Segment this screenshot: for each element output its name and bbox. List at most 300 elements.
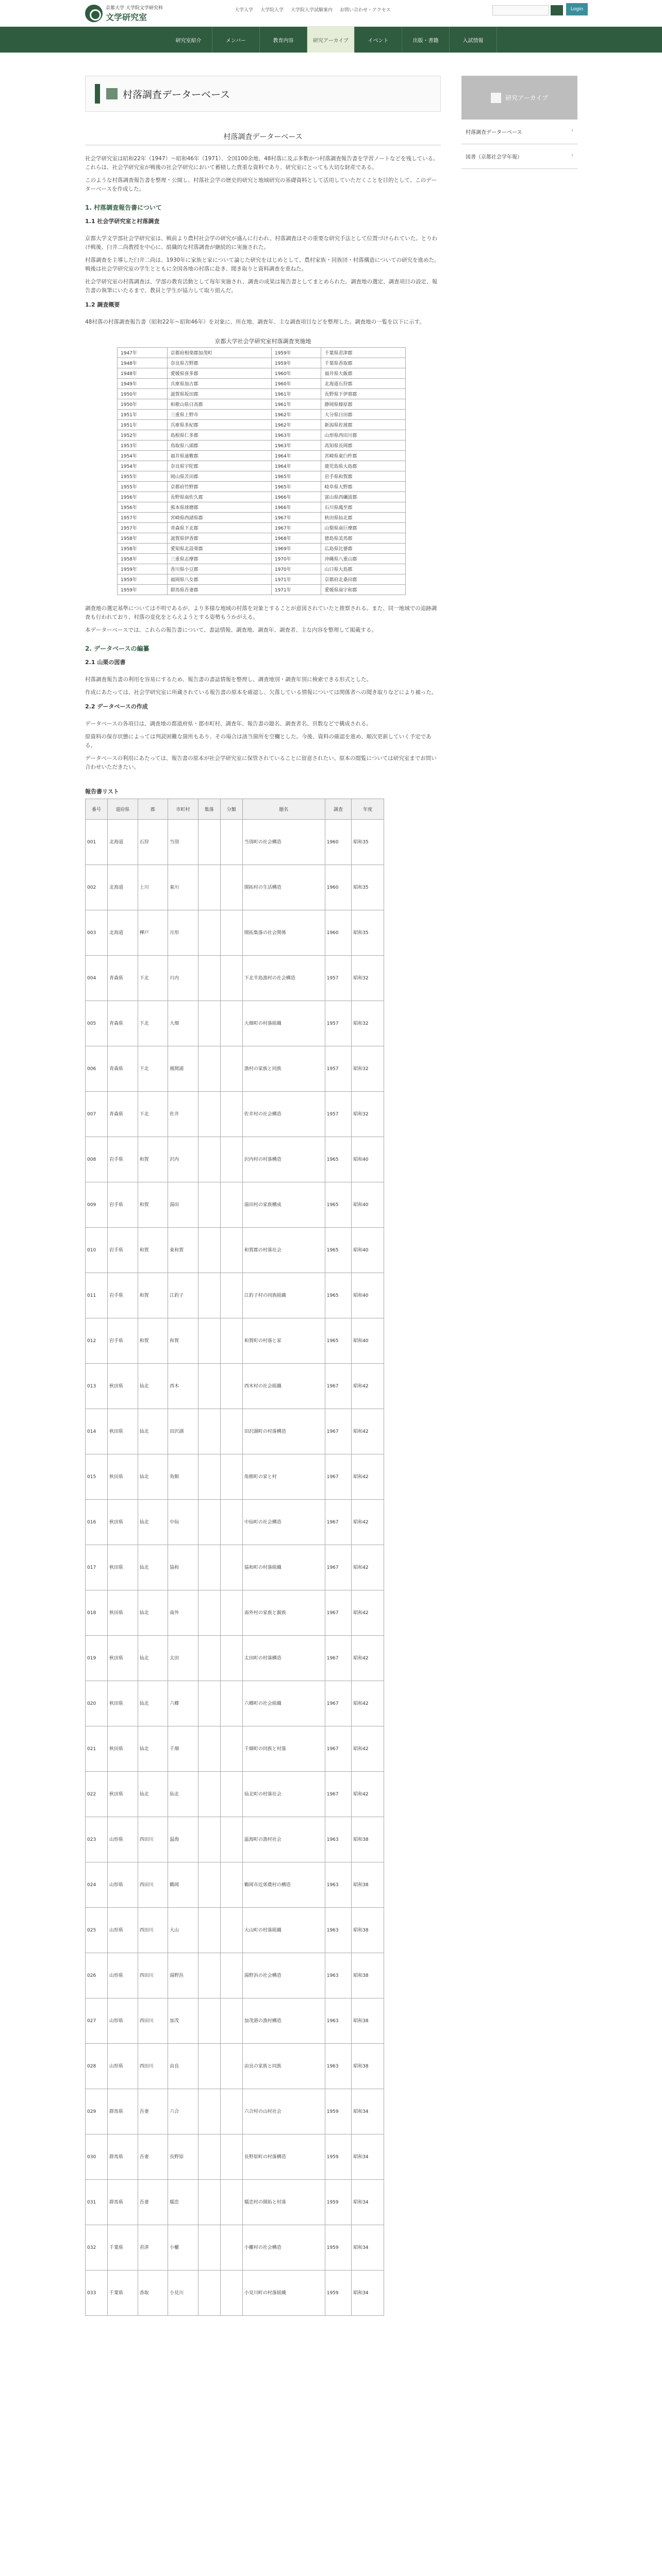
- records-cell: 岩手県: [108, 1182, 138, 1228]
- records-cell: 1957: [325, 956, 351, 1001]
- survey-cell: 1959年: [271, 348, 321, 358]
- records-cell: [220, 956, 242, 1001]
- survey-cell: 福井県大飯郡: [321, 368, 406, 379]
- sidebar-item[interactable]: [461, 120, 577, 144]
- records-cell: [198, 2180, 220, 2225]
- survey-cell: 1959年: [118, 585, 168, 595]
- records-cell: 昭和32: [352, 1046, 384, 1092]
- records-cell: 033: [86, 2270, 108, 2316]
- survey-row: [118, 492, 406, 502]
- records-cell: 太田町の村落構造: [242, 1636, 325, 1681]
- records-cell: 山形県: [108, 1998, 138, 2044]
- records-cell: 秋田県: [108, 1454, 138, 1500]
- records-cell: 1963: [325, 2044, 351, 2089]
- records-cell: [220, 1318, 242, 1364]
- records-cell: [220, 1500, 242, 1545]
- top-link[interactable]: 大学院入学: [260, 8, 284, 13]
- records-cell: 月形: [168, 910, 198, 956]
- survey-cell: 和歌山県日高郡: [167, 399, 271, 410]
- records-cell: 1965: [325, 1318, 351, 1364]
- archive-icon: [491, 93, 501, 103]
- records-cell: 吾妻: [138, 2089, 168, 2134]
- sidebar-item-label: 図書（京都社会学年報）: [466, 155, 522, 160]
- records-cell: 昭和34: [352, 2134, 384, 2180]
- survey-row: [118, 379, 406, 389]
- records-cell: 角館町の家と村: [242, 1454, 325, 1500]
- records-cell: [220, 865, 242, 910]
- survey-cell: 福井県遠敷郡: [167, 451, 271, 461]
- records-cell: 秋田県: [108, 1545, 138, 1590]
- records-cell: 仙北: [138, 1772, 168, 1817]
- records-cell: 田沢湖町の村落構造: [242, 1409, 325, 1454]
- records-header-cell: 道府県: [108, 799, 138, 820]
- records-cell: 下北: [138, 956, 168, 1001]
- section-subtitle: 村落調査データーベース: [85, 131, 441, 145]
- records-cell: 005: [86, 1001, 108, 1046]
- records-cell: 1967: [325, 1454, 351, 1500]
- survey-row: [118, 358, 406, 368]
- records-cell: [198, 820, 220, 865]
- records-cell: 1959: [325, 2089, 351, 2134]
- records-cell: [198, 1454, 220, 1500]
- logo-title: 文学研究室: [106, 12, 147, 22]
- records-cell: 1967: [325, 1590, 351, 1636]
- table-row: [86, 2270, 384, 2316]
- records-cell: 028: [86, 2044, 108, 2089]
- records-cell: 嬬恋: [168, 2180, 198, 2225]
- records-cell: 沢内: [168, 1137, 198, 1182]
- records-cell: 鶴岡市近郊農村の構造: [242, 1862, 325, 1908]
- records-cell: 千葉県: [108, 2270, 138, 2316]
- records-cell: 湯田: [168, 1182, 198, 1228]
- site-logo[interactable]: [85, 4, 178, 23]
- top-link[interactable]: 大学院入学試験案内: [291, 8, 333, 13]
- records-table: [85, 799, 384, 2316]
- records-cell: 仙北: [138, 1681, 168, 1726]
- table-row: [86, 820, 384, 865]
- records-cell: 嬬恋村の開拓と村落: [242, 2180, 325, 2225]
- survey-cell: 愛媛県南宇和郡: [321, 585, 406, 595]
- records-cell: 1957: [325, 1001, 351, 1046]
- sidebar-heading-label: 研究アーカイブ: [505, 94, 548, 101]
- records-cell: [198, 1726, 220, 1772]
- body-paragraph: 村落調査報告書の利用を容易にするため、報告書の書誌情報を整理し、調査地別・調査年別に検索できる形式とした。: [85, 676, 372, 683]
- table-row: [86, 1908, 384, 1953]
- survey-cell: 1965年: [271, 482, 321, 492]
- records-cell: [198, 910, 220, 956]
- nav-item[interactable]: 入試情報: [450, 27, 497, 53]
- logo-subtitle: 京都大学 大学院文学研究科: [106, 6, 163, 11]
- survey-cell: 愛媛県喜多郡: [167, 368, 271, 379]
- survey-row: [118, 482, 406, 492]
- survey-row: [118, 585, 406, 595]
- survey-cell: 1968年: [271, 533, 321, 544]
- records-cell: 昭和40: [352, 1273, 384, 1318]
- survey-cell: 宮崎県西諸県郡: [167, 513, 271, 523]
- records-cell: 山形県: [108, 1953, 138, 1998]
- records-cell: 仙北: [138, 1636, 168, 1681]
- records-cell: [198, 1318, 220, 1364]
- subsection-heading: 2.1 山栗の図書: [85, 659, 126, 666]
- records-cell: [198, 1953, 220, 1998]
- records-cell: 下北: [138, 1092, 168, 1137]
- survey-cell: 滋賀県伊香郡: [167, 533, 271, 544]
- survey-cell: 長野県下伊那郡: [321, 389, 406, 399]
- intro-section: [85, 155, 441, 194]
- records-cell: 中仙町の社会構造: [242, 1500, 325, 1545]
- survey-cell: 広島県比婆郡: [321, 544, 406, 554]
- records-cell: 千葉県: [108, 2225, 138, 2270]
- records-cell: [220, 1953, 242, 1998]
- records-cell: 1960: [325, 820, 351, 865]
- records-cell: 沢内村の村落構造: [242, 1137, 325, 1182]
- records-cell: [220, 1046, 242, 1092]
- search-button[interactable]: [551, 5, 563, 15]
- records-cell: 秋田県: [108, 1364, 138, 1409]
- records-cell: [198, 1681, 220, 1726]
- login-button[interactable]: Login: [566, 3, 588, 15]
- records-cell: 022: [86, 1772, 108, 1817]
- records-cell: 君津: [138, 2225, 168, 2270]
- records-cell: 昭和38: [352, 1862, 384, 1908]
- records-header-cell: 調査: [325, 799, 351, 820]
- global-nav: [0, 27, 662, 53]
- survey-cell: 千葉県君津郡: [321, 348, 406, 358]
- records-cell: [198, 1273, 220, 1318]
- nav-item[interactable]: イベント: [355, 27, 402, 53]
- survey-cell: 1956年: [118, 502, 168, 513]
- records-cell: 中仙: [168, 1500, 198, 1545]
- survey-cell: 奈良県吉野郡: [167, 358, 271, 368]
- records-cell: 長野原: [168, 2134, 198, 2180]
- records-cell: 昭和42: [352, 1545, 384, 1590]
- records-cell: 和賀: [138, 1228, 168, 1273]
- table-row: [86, 1092, 384, 1137]
- records-cell: [198, 2089, 220, 2134]
- survey-cell: 1953年: [118, 440, 168, 451]
- records-cell: 和賀: [138, 1318, 168, 1364]
- records-cell: 青森県: [108, 1001, 138, 1046]
- records-cell: [220, 1998, 242, 2044]
- survey-cell: 三重県上野市: [167, 410, 271, 420]
- survey-cell: 1969年: [271, 544, 321, 554]
- records-cell: 下北半島漁村の社会構造: [242, 956, 325, 1001]
- survey-cell: 1963年: [271, 440, 321, 451]
- records-cell: 石狩: [138, 820, 168, 865]
- records-cell: 昭和35: [352, 910, 384, 956]
- body-paragraph: 京都大学文学部社会学研究室は、戦前より農村社会学の研究が盛んに行われ、村落調査はその重要な研究手法として位置づけられていた。とりわけ戦後、臼井二尚教授を中心に、組織的な村落調査が継続的に実施された。: [85, 235, 438, 250]
- records-cell: 昭和40: [352, 1182, 384, 1228]
- records-cell: [198, 1817, 220, 1862]
- records-cell: 湯野浜: [168, 1953, 198, 1998]
- records-cell: 秋田県: [108, 1409, 138, 1454]
- survey-cell: 香川県小豆郡: [167, 564, 271, 574]
- survey-cell: 石川県鳳至郡: [321, 502, 406, 513]
- records-cell: [220, 1182, 242, 1228]
- survey-cell: 長野県南佐久郡: [167, 492, 271, 502]
- table-row: [86, 2225, 384, 2270]
- records-cell: 江釣子: [168, 1273, 198, 1318]
- records-cell: 温海: [168, 1817, 198, 1862]
- records-cell: 大山町の村落組織: [242, 1908, 325, 1953]
- records-cell: 019: [86, 1636, 108, 1681]
- records-cell: 協和町の村落組織: [242, 1545, 325, 1590]
- records-cell: 西田川: [138, 1998, 168, 2044]
- table-row: [86, 2044, 384, 2089]
- survey-row: [118, 564, 406, 574]
- records-cell: 山形県: [108, 1862, 138, 1908]
- survey-row: [118, 544, 406, 554]
- archive-icon: [106, 88, 118, 99]
- table-row: [86, 1817, 384, 1862]
- nav-item-active[interactable]: 研究アーカイブ: [307, 27, 355, 53]
- records-cell: 秋田県: [108, 1590, 138, 1636]
- records-cell: [198, 1862, 220, 1908]
- records-cell: 岩手県: [108, 1228, 138, 1273]
- nav-item[interactable]: 教育内容: [260, 27, 307, 53]
- records-cell: [220, 1590, 242, 1636]
- records-cell: 1963: [325, 1908, 351, 1953]
- records-header-cell: 題名: [242, 799, 325, 820]
- subsection-heading: 2.2 データベースの作成: [85, 703, 148, 710]
- top-link[interactable]: お問い合わせ・アクセス: [340, 8, 391, 13]
- records-cell: [198, 1545, 220, 1590]
- records-cell: 1967: [325, 1636, 351, 1681]
- records-cell: 仙北町の村落社会: [242, 1772, 325, 1817]
- records-cell: 西田川: [138, 1908, 168, 1953]
- records-cell: 昭和34: [352, 2225, 384, 2270]
- records-cell: [220, 910, 242, 956]
- survey-cell: 1960年: [271, 379, 321, 389]
- subsection-heading: 1.1 社会学研究室と村落調査: [85, 218, 160, 225]
- search-input[interactable]: [492, 5, 549, 15]
- survey-cell: 1964年: [271, 461, 321, 471]
- survey-row: [118, 523, 406, 533]
- records-cell: 昭和38: [352, 2044, 384, 2089]
- body-paragraph: 原資料の保存状態によっては判読困難な箇所もあり、その場合は該当箇所を空欄とした。今後、資料の確認を進め、順次更新していく予定である。: [85, 734, 432, 749]
- survey-row: [118, 410, 406, 420]
- records-cell: 上川: [138, 865, 168, 910]
- survey-cell: 1961年: [271, 399, 321, 410]
- records-cell: 1959: [325, 2225, 351, 2270]
- intro-paragraph: このような村落調査報告書を整理・公開し、村落社会学の歴史的研究と地域研究の基礎資料として活用していただくことを目的として、このデーターベースを作成した。: [85, 177, 437, 192]
- records-cell: [220, 1772, 242, 1817]
- survey-cell: 1948年: [118, 368, 168, 379]
- records-cell: 024: [86, 1862, 108, 1908]
- records-cell: 011: [86, 1273, 108, 1318]
- records-cell: 029: [86, 2089, 108, 2134]
- records-cell: [220, 1817, 242, 1862]
- records-cell: 1959: [325, 2270, 351, 2316]
- records-cell: 昭和38: [352, 1953, 384, 1998]
- records-cell: 030: [86, 2134, 108, 2180]
- survey-cell: 兵庫県多紀郡: [167, 420, 271, 430]
- section-heading: 2. データベースの編纂: [85, 645, 150, 652]
- records-cell: 仙北: [138, 1364, 168, 1409]
- records-cell: 昭和35: [352, 865, 384, 910]
- records-cell: 昭和42: [352, 1590, 384, 1636]
- section-heading: 1. 村落調査報告書について: [85, 204, 162, 211]
- records-cell: 南外: [168, 1590, 198, 1636]
- records-cell: 由良: [168, 2044, 198, 2089]
- survey-cell: 1962年: [271, 410, 321, 420]
- records-cell: 山形県: [108, 2044, 138, 2089]
- records-cell: [220, 2089, 242, 2134]
- survey-row: [118, 502, 406, 513]
- records-cell: 1963: [325, 1953, 351, 1998]
- records-cell: [220, 1001, 242, 1046]
- records-cell: 加茂: [168, 1998, 198, 2044]
- records-cell: 昭和42: [352, 1454, 384, 1500]
- records-cell: 小櫃村の社会構造: [242, 2225, 325, 2270]
- records-cell: 023: [86, 1817, 108, 1862]
- records-cell: 西木村の社会組織: [242, 1364, 325, 1409]
- survey-cell: 鹿児島県大島郡: [321, 461, 406, 471]
- records-cell: 昭和38: [352, 1908, 384, 1953]
- records-cell: 007: [86, 1092, 108, 1137]
- survey-row: [118, 451, 406, 461]
- records-cell: 千畑: [168, 1726, 198, 1772]
- records-cell: [220, 1681, 242, 1726]
- survey-cell: 静岡県榛原郡: [321, 399, 406, 410]
- title-accent-bar: [95, 84, 100, 104]
- survey-cell: 1955年: [118, 471, 168, 482]
- nav-item[interactable]: 研究室紹介: [165, 27, 212, 53]
- records-cell: 岩手県: [108, 1273, 138, 1318]
- nav-item[interactable]: メンバー: [212, 27, 260, 53]
- records-cell: 020: [86, 1681, 108, 1726]
- table-row: [86, 1273, 384, 1318]
- survey-cell: 北海道石狩郡: [321, 379, 406, 389]
- survey-table-caption: 京都大学社会学研究室村落調査実施地: [214, 338, 311, 345]
- records-cell: [220, 2225, 242, 2270]
- survey-cell: 1965年: [271, 471, 321, 482]
- records-cell: [220, 1545, 242, 1590]
- logo-emblem-icon: [85, 5, 103, 22]
- survey-row: [118, 420, 406, 430]
- survey-cell: 1962年: [271, 420, 321, 430]
- records-cell: [198, 1092, 220, 1137]
- body-paragraph: データベースの利用にあたっては、報告書の原本が社会学研究室に保管されていることに留意されたい。原本の閲覧については研究室までお問い合わせいただきたい。: [85, 755, 437, 770]
- page-title: 村落調査データーベース: [123, 89, 230, 100]
- records-cell: [220, 1454, 242, 1500]
- records-cell: 吾妻: [138, 2134, 168, 2180]
- records-cell: 昭和42: [352, 1500, 384, 1545]
- records-cell: 北海道: [108, 910, 138, 956]
- records-cell: 六合村の山村社会: [242, 2089, 325, 2134]
- records-cell: 1967: [325, 1409, 351, 1454]
- records-cell: 大畑: [168, 1001, 198, 1046]
- records-header-cell: 集落: [198, 799, 220, 820]
- records-cell: 昭和34: [352, 2270, 384, 2316]
- sidebar-item[interactable]: [461, 144, 577, 169]
- survey-cell: 兵庫県加古郡: [167, 379, 271, 389]
- survey-cell: 1970年: [271, 554, 321, 564]
- records-cell: 仙北: [138, 1454, 168, 1500]
- records-cell: [198, 1908, 220, 1953]
- top-link[interactable]: 大学入学: [235, 8, 254, 13]
- records-cell: 香取: [138, 2270, 168, 2316]
- survey-cell: 1966年: [271, 502, 321, 513]
- records-cell: 1967: [325, 1364, 351, 1409]
- records-cell: 東川: [168, 865, 198, 910]
- records-cell: [198, 1772, 220, 1817]
- records-cell: 小見川: [168, 2270, 198, 2316]
- nav-item[interactable]: 出版・書籍: [402, 27, 450, 53]
- records-cell: [198, 1998, 220, 2044]
- records-cell: 開拓村の生活構造: [242, 865, 325, 910]
- table-row: [86, 1545, 384, 1590]
- records-cell: 由良の家族と同族: [242, 2044, 325, 2089]
- table-row: [86, 2089, 384, 2134]
- body-paragraph: 村落調査を主導した臼井二尚は、1930年に家族と家について論じた研究をはじめとして、農村家族・同族団・村落構造についての研究を進めた。戦後は社会学研究室の学生とともに全国各地の村落に赴き、聞き取りと資料調査を重ねた。: [85, 257, 440, 272]
- survey-row: [118, 554, 406, 564]
- survey-cell: 1959年: [118, 574, 168, 585]
- table-row: [86, 1046, 384, 1092]
- records-cell: 秋田県: [108, 1681, 138, 1726]
- body-paragraph: 本データーベースでは、これらの報告書について、書誌情報、調査地、調査年、調査者、主な内容を整理して掲載する。: [85, 627, 377, 633]
- survey-cell: 宮崎県東臼杵郡: [321, 451, 406, 461]
- table-row: [86, 910, 384, 956]
- subsection-heading: 1.2 調査概要: [85, 301, 120, 308]
- records-cell: 岩手県: [108, 1318, 138, 1364]
- survey-cell: 山梨県南巨摩郡: [321, 523, 406, 533]
- table-row: [86, 1590, 384, 1636]
- records-cell: 大畑町の村落組織: [242, 1001, 325, 1046]
- records-cell: 仙北: [138, 1409, 168, 1454]
- survey-cell: 京都府竹野郡: [167, 482, 271, 492]
- records-cell: 仙北: [138, 1590, 168, 1636]
- records-cell: 昭和42: [352, 1409, 384, 1454]
- survey-cell: 1947年: [118, 348, 168, 358]
- survey-row: [118, 471, 406, 482]
- records-cell: 1959: [325, 2180, 351, 2225]
- records-cell: 開拓集落の社会関係: [242, 910, 325, 956]
- survey-cell: 三重県志摩郡: [167, 554, 271, 564]
- table-row: [86, 1454, 384, 1500]
- records-cell: 昭和42: [352, 1772, 384, 1817]
- records-cell: 南外村の家族と親族: [242, 1590, 325, 1636]
- survey-cell: 岐阜県大野郡: [321, 482, 406, 492]
- records-cell: 025: [86, 1908, 108, 1953]
- page-title-box: [85, 76, 441, 112]
- survey-cell: 岩手県和賀郡: [321, 471, 406, 482]
- records-header-cell: 郡: [138, 799, 168, 820]
- records-cell: [220, 1092, 242, 1137]
- records-cell: 和賀町の村落と家: [242, 1318, 325, 1364]
- survey-row: [118, 389, 406, 399]
- records-cell: [198, 956, 220, 1001]
- records-cell: [198, 1409, 220, 1454]
- table-row: [86, 1500, 384, 1545]
- table-row: [86, 1953, 384, 1998]
- records-cell: 吾妻: [138, 2180, 168, 2225]
- table-row: [86, 1862, 384, 1908]
- survey-cell: 1957年: [118, 523, 168, 533]
- records-cell: 和賀: [138, 1137, 168, 1182]
- records-cell: 岩手県: [108, 1137, 138, 1182]
- records-cell: [198, 1636, 220, 1681]
- survey-cell: 1959年: [271, 358, 321, 368]
- records-cell: 西田川: [138, 1862, 168, 1908]
- survey-row: [118, 348, 406, 358]
- records-cell: 山形県: [108, 1908, 138, 1953]
- records-cell: 角館: [168, 1454, 198, 1500]
- survey-cell: 1961年: [271, 389, 321, 399]
- records-header-cell: 年度: [352, 799, 384, 820]
- records-cell: 1957: [325, 1092, 351, 1137]
- survey-cell: 1957年: [118, 513, 168, 523]
